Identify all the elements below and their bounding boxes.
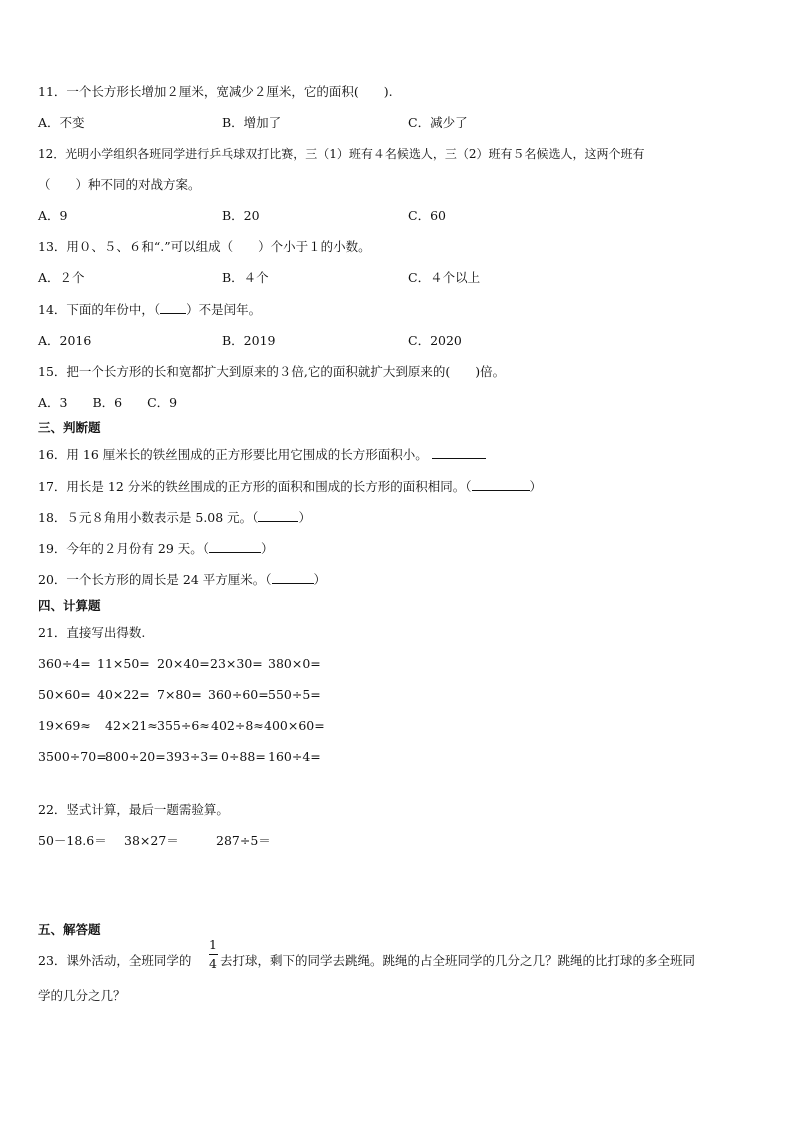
q15-options: A．3 B．6 C．9: [38, 395, 178, 410]
question-14-text-end: ）不是闰年。: [186, 302, 262, 317]
q14-option-b: B．2019: [222, 333, 276, 348]
answer-blank[interactable]: [258, 510, 298, 522]
calc-item: 380×0=: [268, 656, 321, 671]
calc-item: 42×21≈: [105, 718, 158, 733]
question-11: 11．一个长方形长增加２厘米，宽减少２厘米，它的面积( ).: [38, 84, 393, 99]
question-12-line2: （ ）种不同的对战方案。: [38, 177, 201, 192]
question-12-line1: 12．光明小学组织各班同学进行乒乓球双打比赛，三（1）班有４名候选人，三（2）班有５名候选人，这两个班有: [38, 147, 645, 161]
question-20-text: 20．一个长方形的周长是 24 平方厘米。（: [38, 572, 272, 587]
calc-item: 0÷88=: [221, 749, 266, 764]
answer-blank[interactable]: [272, 572, 314, 584]
question-19-text-end: ）: [261, 541, 274, 556]
q11-option-a: A．不变: [38, 115, 85, 130]
calc-item: 800÷20=: [105, 749, 166, 764]
question-13: 13．用０、５、６和“.”可以组成（ ）个小于１的小数。: [38, 239, 371, 254]
question-22: 22．竖式计算，最后一题需验算。: [38, 802, 229, 817]
calc-item: 400×60=: [264, 718, 325, 733]
question-23-part1: 23．课外活动，全班同学的: [38, 953, 192, 968]
q11-option-c: C．减少了: [408, 115, 468, 130]
question-17: [38, 479, 542, 495]
q14-option-c: C．2020: [408, 333, 462, 348]
q12-option-b: B．20: [222, 208, 260, 223]
answer-blank[interactable]: [209, 541, 261, 553]
question-14: [38, 302, 261, 318]
question-15: 15．把一个长方形的长和宽都扩大到原来的３倍,它的面积就扩大到原来的( )倍。: [38, 364, 506, 379]
calc-item: 360÷60=: [208, 687, 269, 702]
fraction-numerator: 1: [209, 937, 217, 952]
question-20-text-end: ）: [313, 572, 327, 587]
question-21: 21．直接写出得数.: [38, 625, 146, 640]
q13-option-b: B．４个: [222, 270, 269, 285]
q14-option-a: A．2016: [38, 333, 92, 348]
fraction-bar: [209, 954, 218, 955]
fraction-denominator: 4: [209, 956, 217, 971]
q11-option-b: B．增加了: [222, 115, 282, 130]
question-16: [38, 447, 486, 463]
calc-item: 393÷3=: [166, 749, 219, 764]
question-20: [38, 572, 326, 588]
answer-blank[interactable]: [432, 447, 486, 459]
question-23-part2: 去打球，剩下的同学去跳绳。跳绳的占全班同学的几分之几？跳绳的比打球的多全班同: [220, 953, 696, 968]
question-19: [38, 541, 274, 557]
calc-item: 50×60=: [38, 687, 91, 702]
vertical-calc-item: 50－18.6＝: [38, 833, 107, 848]
question-16-text: 16．用 16 厘米长的铁丝围成的正方形要比用它围成的长方形面积小。: [38, 447, 428, 462]
vertical-calc-item: 287÷5＝: [216, 833, 271, 848]
q12-option-a: A．9: [38, 208, 68, 223]
calc-item: 19×69≈: [38, 718, 91, 733]
calc-item: 360÷4=: [38, 656, 91, 671]
q13-option-a: A．２个: [38, 270, 85, 285]
calc-item: 402÷8≈: [211, 718, 264, 733]
question-14-text: 14．下面的年份中，（: [38, 302, 161, 317]
calc-item: 7×80=: [157, 687, 202, 702]
question-17-text-end: ）: [529, 479, 543, 494]
calc-item: 550÷5=: [268, 687, 321, 702]
section-heading-judgement: 三、判断题: [38, 420, 101, 435]
calc-item: 11×50=: [97, 656, 150, 671]
q13-option-c: C．４个以上: [408, 270, 481, 285]
section-heading-word-problems: 五、解答题: [38, 922, 101, 937]
question-19-text: 19．今年的２月份有 29 天。（: [38, 541, 210, 556]
calc-item: 160÷4=: [268, 749, 321, 764]
answer-blank[interactable]: [160, 302, 186, 314]
calc-item: 40×22=: [97, 687, 150, 702]
question-17-text: 17．用长是 12 分米的铁丝围成的正方形的面积和围成的长方形的面积相同。（: [38, 479, 472, 494]
question-18-text: 18．５元８角用小数表示是 5.08 元。（: [38, 510, 259, 525]
section-heading-calculation: 四、计算题: [38, 598, 101, 613]
calc-item: 23×30=: [210, 656, 263, 671]
question-18-text-end: ）: [298, 510, 311, 525]
calc-item: 355÷6≈: [157, 718, 210, 733]
q12-option-c: C．60: [408, 208, 446, 223]
calc-item: 20×40=: [157, 656, 210, 671]
answer-blank[interactable]: [472, 479, 530, 491]
calc-item: 3500÷70=: [38, 749, 107, 764]
vertical-calc-item: 38×27＝: [124, 833, 179, 848]
question-18: [38, 510, 311, 526]
question-23-line2: 学的几分之几？: [38, 988, 126, 1003]
